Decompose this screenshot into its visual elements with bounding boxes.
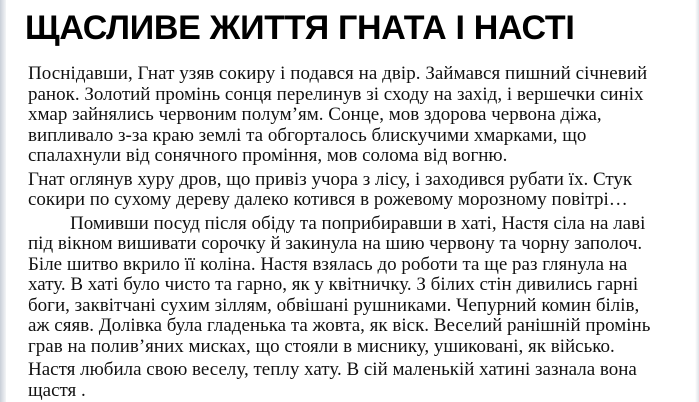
text-line: боги, заквітчані сухим зіллям, обвішані рушниками. Чепурний комин білів,: [28, 294, 640, 316]
paragraph-2: [28, 170, 693, 211]
right-edge-decoration: [695, 0, 699, 402]
text-line: хмар зайнялись червоним полум’ям. Сонце, мов здорова червона діжа,: [28, 104, 602, 125]
text-line: Гнат оглянув хуру дров, що привіз учора з лісу, і заходився рубати їх. Стук: [28, 168, 633, 190]
text-line: спалахнули від сонячного проміння, мов солома від вогню.: [28, 145, 508, 166]
text-line: ранок. Золотий промінь сонця перелинув зі сходу на захід, і вершечки синіх: [28, 83, 644, 105]
paragraph-3: [28, 214, 693, 358]
text-line: випливало з-за краю землі та обгорталось блискучими хмарками, що: [28, 124, 587, 146]
paragraph-4: [28, 360, 693, 401]
left-edge-decoration: [0, 0, 6, 402]
text-line: Настя любила свою веселу, теплу хату. В сій маленькій хатині зазнала вона: [28, 359, 637, 380]
text-line: аж сяяв. Долівка була гладенька та жовта, як віск. Веселий ранішній промінь: [28, 315, 651, 336]
text-line: Поснідавши, Гнат узяв сокиру і подався на двір. Займався пишний січневий: [28, 63, 648, 84]
page-title: ЩАСЛИВЕ ЖИТТЯ ГНАТА І НАСТІ: [25, 9, 575, 47]
text-line: Біле шитво вкрило її коліна. Настя взялась до роботи та ще раз глянула на: [28, 253, 628, 275]
text-line: грав на полив’яних мисках, що стояли в миснику, ушиковані, як військо.: [28, 335, 615, 357]
text-line: під вікном вишивати сорочку й закинула на шию червону та чорну заполоч.: [28, 233, 643, 254]
text-line: сокири по сухому дереву далеко котився в рожевому морозному повітрі…: [28, 189, 628, 210]
text-line: щастя .: [28, 379, 86, 401]
story-text: [28, 64, 693, 402]
text-line: хату. В хаті було чисто та гарно, як у квітничку. З білих стін дивились гарні: [28, 274, 639, 295]
paragraph-1: [28, 64, 693, 167]
text-line: Помивши посуд після обіду та поприбиравши в хаті, Настя сіла на лаві: [70, 212, 646, 234]
